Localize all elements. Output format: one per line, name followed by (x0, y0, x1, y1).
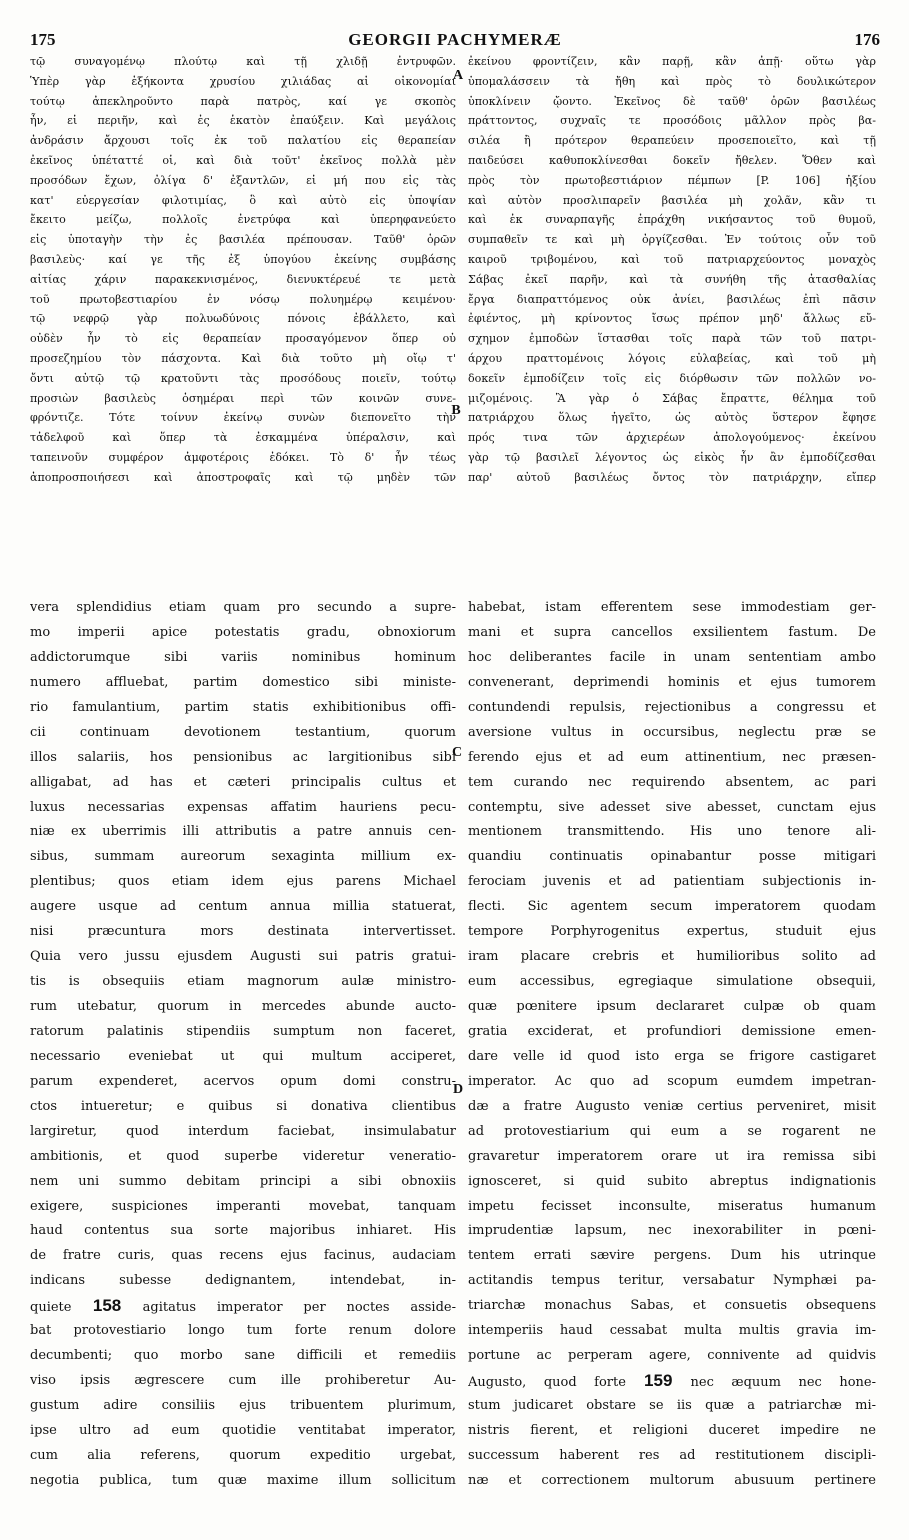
text-line: dæ a fratre Augusto veniæ certius perveniret, misit (468, 1098, 876, 1114)
text-line: næ et correctionem multorum abusuum pertinere (468, 1472, 876, 1488)
text-line: successum haberent res ad restitutionem discipli- (468, 1447, 876, 1463)
text-line: σιλέα ἢ πρότερον θεραπεύειν προσεποιεῖτο, καὶ τῇ (468, 134, 876, 148)
text-line: τοῦ πρωτοβεστιαρίου ἐν νόσῳ πολυημέρῳ κειμένου· (30, 292, 456, 306)
text-line: μιζομένοις. Ἃ γὰρ ὁ Σάβας ἔπραττε, θέλημα τοῦ (468, 391, 876, 405)
text-line: plentibus; quos etiam idem ejus parens Michael (30, 874, 456, 890)
text-line: rio famulantium, partim statis exhibitionibus offi- (30, 699, 456, 715)
text-line: πράττοντος, συχναῖς τε προσόδοις μᾶλλον πρὸς βα- (468, 114, 876, 128)
text-line: addictorumque sibi variis nominibus hominum (30, 649, 456, 665)
text-line: Quia vero jussu ejusdem Augusti sui patris gratui- (30, 949, 456, 965)
text-line: άρχου πραττομένοις λόγοις εὐλαβείας, καὶ τοῦ μὴ (468, 351, 876, 365)
text-line: ὑπομαλάσσειν τὰ ἤθη καὶ πρὸς τὸ δουλικώτερον (468, 74, 876, 88)
text-line: cii continuam devotionem testantium, quorum (30, 724, 456, 740)
text-line: imprudentiæ lapsum, nec inexorabiliter in pœni- (468, 1223, 876, 1239)
text-line: mani et supra cancellos exsilientem fastum. De (468, 624, 876, 640)
margin-marker-a: A (452, 68, 464, 83)
text-line: κατ' εὐεργεσίαν φιλοτιμίας, ὃ καὶ αὐτὸ εἰς ὑποψίαν (30, 193, 456, 207)
text-line: de fratre curis, quas recens ejus facinus, audaciam (30, 1248, 456, 1264)
text-line: hoc deliberantes facile in unam sententiam ambo (468, 649, 876, 665)
text-line: bat protovestiario longo tum forte renum dolore (30, 1323, 456, 1339)
text-line: negotia publica, tum quæ maxime illum sollicitum (30, 1472, 456, 1488)
text-line: ipse ultro ad eum quotidie ventitabat imperator, (30, 1422, 456, 1438)
running-title: GEORGII PACHYMERÆ (348, 30, 562, 49)
text-line: προσιὼν βασιλεὺς ὁσημέραι περὶ τῶν κοινῶν συνε- (30, 391, 456, 405)
text-line: illos salariis, hos pensionibus ac largitionibus sibi (30, 749, 456, 765)
text-line: πρὸς τὸν πρωτοβεστιάριον πέμπων [P. 106] ἠξίου (468, 173, 876, 187)
text-line: sibus, summam aureorum sexaginta millium ex- (30, 849, 456, 865)
text-line: numero affluebat, partim domestico sibi ministe- (30, 674, 456, 690)
text-line: cum alia referens, quorum expeditio urgebat, (30, 1447, 456, 1463)
text-line: ἦν, εἰ περιῆν, καὶ ἐς ἑκατὸν ἐπαύξειν. Καὶ μεγάλοις (30, 114, 456, 128)
text-line: ignosceret, si quid subito abreptus indignationis (468, 1173, 876, 1189)
text-line: ferociam juvenis et ad patientiam subjectionis in- (468, 874, 876, 890)
text-line: exigere, suspiciones imperanti movebat, tanquam (30, 1198, 456, 1214)
text-line: ἔκειτο μείζω, πολλοῖς ἐνετρύφα καὶ ὑπερηφανεύετο (30, 213, 456, 227)
text-line: aversione vultus in occursibus, neglectu præ se (468, 724, 876, 740)
text-line: viso ipsis ægrescere cum ille prohiberetur Au- (30, 1373, 456, 1389)
original-page-number: 159 (625, 1371, 691, 1391)
text-line: ἐφιέντος, μὴ κρίνοντος ἴσως πρέπον μηδ' ἄλλως εὔ- (468, 312, 876, 326)
text-line: ἔργα διαπραττόμενος οὐκ ἀνίει, βασιλέως ἐπὶ πᾶσιν (468, 292, 876, 306)
text-line: σχημον ἐμποδὼν ἵστασθαι τοῖς παρὰ τῶν τοῦ πατρι- (468, 332, 876, 346)
text-line: vera splendidius etiam quam pro secundo a supre- (30, 600, 456, 615)
text-line: impetu fecisset inconsulte, miseratus humanum (468, 1198, 876, 1214)
text-line: τούτῳ ἀπεκληροῦντο παρὰ πατρὸς, καί γε σκοπὸς (30, 94, 456, 108)
text-line: contundendi repulsis, rejectionibus a congressu et (468, 699, 876, 715)
text-line: habebat, istam efferentem sese immodestiam ger- (468, 600, 876, 615)
text-line: gustum adire consiliis ejus tribuentem plurimum, (30, 1398, 456, 1413)
text-line: imperator. Ac quo ad scopum eumdem impetran- (468, 1073, 876, 1089)
text-line: καὶ αὐτὸν προσλιπαρεῖν βασιλέα μὴ χολᾶν, κἂν τι (468, 193, 876, 207)
text-line: alligabat, ad has et cæteri principalis cultus et (30, 774, 456, 790)
greek-text-right-column (468, 52, 876, 572)
text-line: nisi præcuntura mors destinata intervertisset. (30, 924, 456, 940)
page-number-right: 176 (854, 30, 880, 49)
text-line: ferendo ejus et ad eum attinentium, nec præsen- (468, 749, 876, 765)
text-line: οὐδὲν ἦν τὸ εἰς θεραπείαν προσαγόμενον ὅπερ οὐ (30, 332, 456, 346)
text-line: Σάβας ἐκεῖ παρῆν, καὶ τὰ συνήθη τῆς ἀτασθαλίας (468, 272, 876, 286)
text-line: haud contentus sua sorte majoribus inhiaret. His (30, 1223, 456, 1239)
text-line: συμπαθεῖν τε καὶ μὴ ὀργίζεσθαι. Ἐν τούτοις οὖν τοῦ (468, 233, 876, 247)
text-line: largiretur, quod interdum faciebat, insimulabatur (30, 1123, 456, 1139)
text-line: indicans subesse dedignantem, intendebat, in- (30, 1273, 456, 1289)
text-line: ad protovestiarium qui eum a se rogarent ne (468, 1123, 876, 1139)
page-header (30, 30, 880, 52)
text-line: gratia exciderat, et profundiori demissione emen- (468, 1023, 876, 1039)
text-line: mentionem transmittendo. His uno tenore ali- (468, 824, 876, 840)
text-line: quiete 158 agitatus imperator per noctes asside- (30, 1296, 456, 1316)
text-line: dare velle id quod isto erga se frigore castigaret (468, 1048, 876, 1064)
latin-text-right-column (468, 596, 876, 1526)
text-line: necessario eveniebat ut qui multum acciperet, (30, 1048, 456, 1064)
text-line: portune ac perperam agere, connivente ad quidvis (468, 1348, 876, 1364)
text-line: niæ ex uberrimis illi attributis a patre annuis cen- (30, 824, 456, 840)
text-line: ὑποκλίνειν ᾤοντο. Ἐκεῖνος δὲ ταῦθ' ὁρῶν βασιλέως (468, 94, 876, 108)
text-line: ἀποπροσποιήσεσι καὶ ἀποστροφαῖς καὶ τῷ μηδὲν τῶν (30, 470, 456, 484)
text-line: Augusto, quod forte 159 nec æquum nec hone- (468, 1371, 876, 1391)
margin-marker-d: D (452, 1082, 464, 1097)
text-line: ἐκείνου φροντίζειν, κἂν παρῇ, κἂν ἀπῇ· οὕτω γὰρ (468, 55, 876, 68)
text-line: eum accessibus, egregiaque simulatione obsequii, (468, 974, 876, 990)
text-line: iram placare crebris et humilioribus solito ad (468, 949, 876, 965)
text-line: contemptu, sive adesset sive abesset, cunctam ejus (468, 799, 876, 815)
text-line: ἀνδράσιν ἄρχουσι τοῖς ἐκ τοῦ παλατίου εἰς θεραπείαν (30, 134, 456, 148)
text-line: triarchæ monachus Sabas, et consuetis obsequens (468, 1298, 876, 1314)
text-line: ταπεινοῦν συμφέρον ἀμφοτέροις ἐδόκει. Τὸ δ' ἦν τέως (30, 450, 456, 464)
text-line: εἰς ὑποταγὴν τὴν ἐς βασιλέα πρέπουσαν. Ταῦθ' ὁρῶν (30, 233, 456, 247)
text-line: ἐκεῖνος ὑπέταττέ οἱ, καὶ διὰ τοῦτ' ἐκεῖνος πολλὰ μὲν (30, 153, 456, 167)
text-line: nistris fierent, et religioni duceret impedire ne (468, 1422, 876, 1438)
text-line: nem uni summo debitam principi a sibi obnoxiis (30, 1173, 456, 1189)
text-line: ὄντι αὐτῷ τῷ κρατοῦντι τὰς προσόδους ποιεῖν, τούτῳ (30, 371, 456, 385)
text-line: stum judicaret obstare se iis quæ a patriarchæ mi- (468, 1398, 876, 1413)
text-line: luxus necessarias expensas affatim hauriens pecu- (30, 799, 456, 815)
text-line: προσόδων ἔχων, ὀλίγα δ' ἐξαντλῶν, εἰ μή που εἰς τὰς (30, 173, 456, 187)
text-line: rum utebatur, quorum in mercedes abunde aucto- (30, 999, 456, 1014)
text-line: convenerant, deprimendi hominis et ejus tumorem (468, 674, 876, 690)
text-line: tempore Porphyrogenitus expertus, studuit ejus (468, 924, 876, 940)
text-line: gravaretur imperatorem orare ut ira remissa sibi (468, 1148, 876, 1164)
original-page-number: 158 (71, 1296, 143, 1316)
text-line: δοκεῖν ἐμποδίζειν τοῖς εἰς διόρθωσιν τῶν πολλῶν νο- (468, 371, 876, 385)
text-line: καιροῦ τριβομένου, καὶ τοῦ πατριαρχεύοντος μοναχὸς (468, 252, 876, 266)
text-line: πατριάρχου ὅλως ἡγεῖτο, ὡς αὐτὸς ὕστερον ἔφησε (468, 411, 876, 425)
text-line: τἀδελφοῦ καὶ ὅπερ τὰ ἐσκαμμένα ὑπέραλσιν, καὶ (30, 431, 456, 445)
greek-text-left-column (30, 52, 456, 572)
text-line: καὶ ἐκ συναρπαγῆς ἐπράχθη νικήσαντος τοῦ θυμοῦ, (468, 213, 876, 227)
text-line: parum expenderet, acervos opum domi constru- (30, 1073, 456, 1089)
text-line: tis is obsequiis etiam magnorum aulæ ministro- (30, 974, 456, 990)
text-line: πρός τινα τῶν ἀρχιερέων ἀπολογούμενος· ἐκείνου (468, 431, 876, 445)
text-line: augere usque ad centum annua millia statuerat, (30, 899, 456, 915)
text-line: decumbenti; quo morbo sane difficili et remediis (30, 1348, 456, 1364)
margin-marker-c: C (451, 745, 463, 760)
text-line: tentem errati sævire pergens. Dum his utrinque (468, 1248, 876, 1264)
text-line: φρόντιζε. Τότε τοίνυν ἐκείνῳ συνὼν διεπονεῖτο τὴν (30, 411, 456, 425)
text-line: παιδεύσει καθυποκλίνεσθαι δοκεῖν ἤθελεν. Ὅθεν καὶ (468, 153, 876, 167)
latin-text-left-column (30, 596, 456, 1526)
text-line: παρ' αὐτοῦ βασιλέως ὄντος τὸν πατριάρχην, εἴπερ (468, 470, 876, 484)
margin-marker-b: B (451, 403, 461, 418)
text-line: αἰτίας χάριν παρακεκνισμένος, διενυκτέρευέ τε μετὰ (30, 272, 456, 286)
text-line: γὰρ τῷ βασιλεῖ λέγοντος ὡς εἰκὸς ἦν ἂν ἐμποδίζεσθαι (468, 450, 876, 464)
text-line: quandiu continuatis opinabantur posse mitigari (468, 849, 876, 865)
text-line: βασιλεὺς· καί γε τῆς ἐξ ὑπογύου ἐκείνης συμβάσης (30, 252, 456, 266)
page-number-left: 175 (30, 30, 56, 49)
text-line: προσεζημίου τὸν πάσχοντα. Καὶ διὰ τοῦτο μὴ οἴῳ τ' (30, 351, 456, 365)
text-line: Ὑπὲρ γὰρ ἑξήκοντα χρυσίου χιλιάδας αἱ οἰκονομίαι (30, 74, 456, 88)
text-line: ratorum palatinis stipendiis sumptum non faceret, (30, 1023, 456, 1039)
text-line: tem curando nec requirendo absentem, ac pari (468, 774, 876, 790)
text-line: intemperiis haud cessabat multa multis gravia im- (468, 1323, 876, 1339)
text-line: actitandis tempus teritur, versabatur Nymphæi pa- (468, 1273, 876, 1289)
text-line: τῷ νεφρῷ γὰρ πολυωδύνοις πόνοις ἐβάλλετο, καὶ (30, 312, 456, 326)
text-line: ambitionis, et quod superbe videretur veneratio- (30, 1148, 456, 1164)
text-line: τῷ συναγομένῳ πλούτῳ καὶ τῇ χλιδῇ ἐντρυφῶν. (30, 55, 456, 68)
text-line: ctos intueretur; e quibus si donativa clientibus (30, 1098, 456, 1114)
text-line: mo imperii apice potestatis gradu, obnoxiorum (30, 624, 456, 640)
text-line: flecti. Sic agentem secum imperatorem quodam (468, 899, 876, 915)
text-line: quæ pœnitere ipsum declararet culpæ ob quam (468, 999, 876, 1014)
